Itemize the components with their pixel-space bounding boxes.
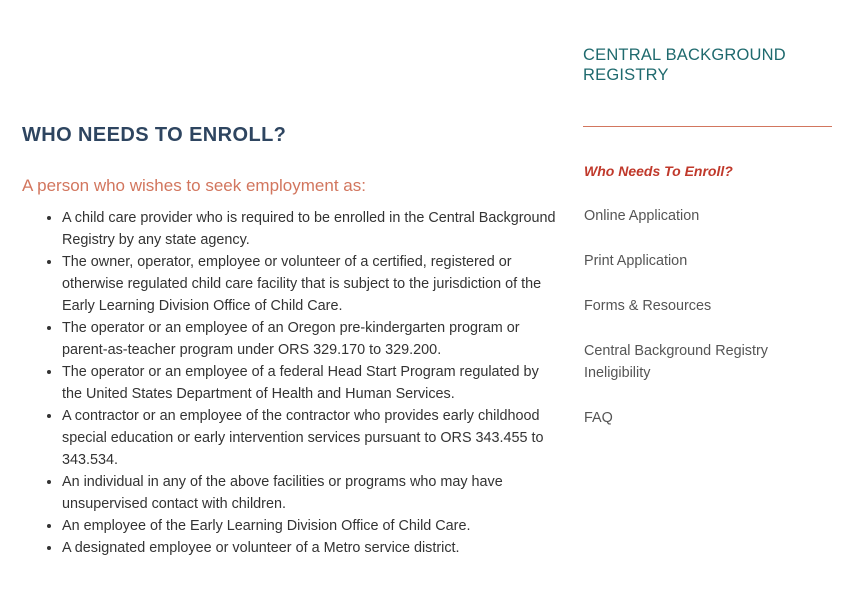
list-item: • A contractor or an employee of the contractor who provides early childhood special education or early intervention services pursuant to ORS 343.455 to 343.534. <box>62 405 562 471</box>
sidebar-item-forms-resources[interactable]: Forms & Resources <box>584 298 712 314</box>
sidebar-item-print-application[interactable]: Print Application <box>584 253 688 269</box>
main-content <box>22 121 567 556</box>
page-title: WHO NEEDS TO ENROLL? <box>22 124 287 146</box>
list-item: • An individual in any of the above facilities or programs who may have unsupervised contact with children. <box>62 471 562 515</box>
sidebar-item-online-application[interactable]: Online Application <box>584 208 700 224</box>
list-item: • An employee of the Early Learning Division Office of Child Care. <box>62 515 562 537</box>
sidebar-divider <box>583 126 832 127</box>
list-item: • A designated employee or volunteer of a Metro service district. <box>62 537 562 559</box>
sidebar-item-ineligibility[interactable]: Central Background Registry Ineligibility <box>584 343 768 381</box>
list-item: • A child care provider who is required to be enrolled in the Central Background Registry by any state agency. <box>62 207 562 251</box>
sidebar-title: CENTRAL BACKGROUND REGISTRY <box>583 46 786 84</box>
subheading: A person who wishes to seek employment as: <box>22 176 366 195</box>
sidebar <box>583 45 833 426</box>
list-item: • The operator or an employee of a federal Head Start Program regulated by the United States Department of Health and Human Services. <box>62 361 562 405</box>
sidebar-item-faq[interactable]: FAQ <box>584 410 613 426</box>
list-item: • The owner, operator, employee or volunteer of a certified, registered or otherwise regulated child care facility that is subject to the jurisdiction of the Early Learning Division Office of Child Care. <box>62 251 562 317</box>
list-item: • The operator or an employee of an Oregon pre-kindergarten program or parent-as-teacher program under ORS 329.170 to 329.200. <box>62 317 562 361</box>
enrollment-list <box>22 207 562 559</box>
sidebar-item-who-needs-to-enroll[interactable]: Who Needs To Enroll? <box>584 163 733 179</box>
sidebar-nav <box>584 160 834 452</box>
